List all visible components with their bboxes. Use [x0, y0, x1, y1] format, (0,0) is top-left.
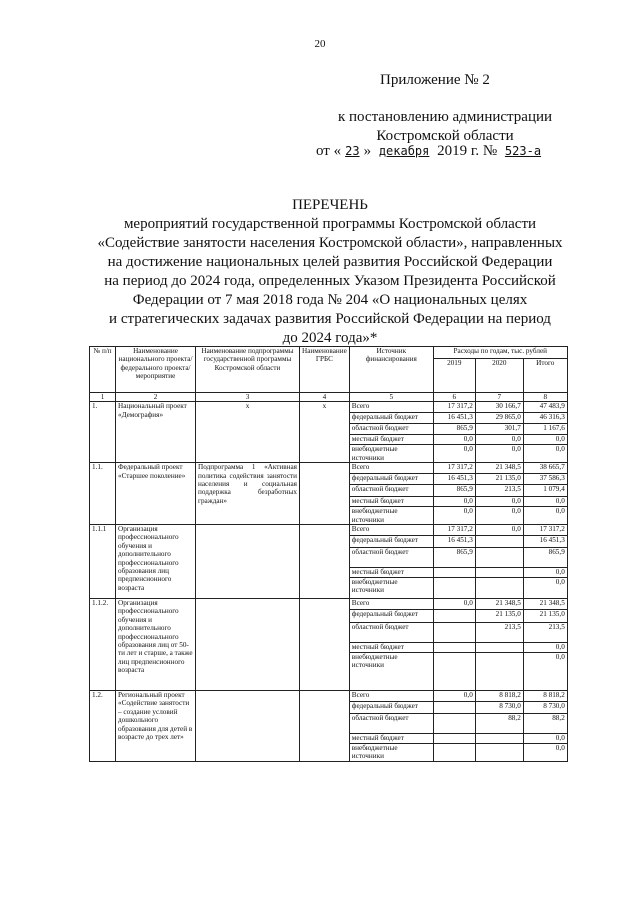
value-total: 213,5	[523, 623, 567, 643]
value-2019: 0,0	[433, 497, 475, 507]
funding-source: внебюджетные источники	[349, 445, 433, 463]
header-source: Источник финансирования	[349, 347, 433, 393]
value-total: 8 730,0	[523, 702, 567, 714]
funding-source: местный бюджет	[349, 497, 433, 507]
value-2019	[433, 702, 475, 714]
value-2019	[433, 568, 475, 578]
funding-source: Всего	[349, 463, 433, 474]
funding-source: федеральный бюджет	[349, 610, 433, 623]
value-2019: 17 317,2	[433, 402, 475, 413]
resolution-line-1: к постановлению администрации	[337, 109, 553, 125]
measure-name: Национальный проект «Демография»	[116, 402, 196, 463]
funding-source: Всего	[349, 402, 433, 413]
value-2019: 16 451,3	[433, 474, 475, 485]
funding-source: местный бюджет	[349, 734, 433, 744]
resolution-line-2: Костромской области	[376, 128, 514, 144]
value-total: 38 665,7	[523, 463, 567, 474]
subprogram-name	[196, 525, 300, 599]
value-2019	[433, 578, 475, 599]
value-2020	[475, 568, 523, 578]
funding-source: федеральный бюджет	[349, 536, 433, 548]
value-2019: 0,0	[433, 435, 475, 445]
date-day: 23	[345, 144, 360, 158]
value-total: 46 316,3	[523, 413, 567, 424]
value-total: 17 317,2	[523, 525, 567, 536]
value-2019: 865,9	[433, 485, 475, 497]
title-line: и стратегических задачах развития Российской Федерации на период	[109, 311, 551, 327]
value-2019	[433, 653, 475, 691]
col-number: 7	[475, 393, 523, 402]
funding-source: местный бюджет	[349, 643, 433, 653]
header-total: Итого	[523, 359, 567, 393]
value-total: 37 586,3	[523, 474, 567, 485]
value-total: 0,0	[523, 653, 567, 691]
value-2020	[475, 536, 523, 548]
subprogram-name: Подпрограмма 1 «Активная политика содействия занятости населения и социальная поддержка безработных граждан»	[196, 463, 300, 525]
title-line: на достижение национальных целей развития Российской Федерации	[107, 254, 553, 270]
col-number: 6	[433, 393, 475, 402]
funding-source: внебюджетные источники	[349, 653, 433, 691]
value-2020	[475, 744, 523, 762]
date-month: декабря	[378, 144, 430, 158]
grbs-name	[300, 463, 350, 525]
funding-source: Всего	[349, 599, 433, 610]
value-2019: 865,9	[433, 424, 475, 435]
value-total: 0,0	[523, 445, 567, 463]
value-total: 0,0	[523, 507, 567, 525]
funding-source: местный бюджет	[349, 435, 433, 445]
value-2019	[433, 714, 475, 734]
table-row	[90, 691, 568, 702]
col-number: 2	[116, 393, 196, 402]
header-expenses: Расходы по годам, тыс. рублей	[433, 347, 567, 359]
value-2020	[475, 548, 523, 568]
table-row	[90, 525, 568, 536]
value-total: 21 348,5	[523, 599, 567, 610]
value-2020: 0,0	[475, 525, 523, 536]
date-prefix: от «	[316, 143, 342, 159]
value-2019: 17 317,2	[433, 525, 475, 536]
measure-name: Федеральный проект «Старшее поколение»	[116, 463, 196, 525]
funding-source: внебюджетные источники	[349, 507, 433, 525]
value-total: 0,0	[523, 578, 567, 599]
funding-source: внебюджетные источники	[349, 744, 433, 762]
value-2020: 21 348,5	[475, 599, 523, 610]
value-2019	[433, 734, 475, 744]
funding-source: областной бюджет	[349, 485, 433, 497]
value-total: 0,0	[523, 643, 567, 653]
col-number: 3	[196, 393, 300, 402]
funding-source: федеральный бюджет	[349, 413, 433, 424]
value-2019	[433, 610, 475, 623]
value-2020	[475, 653, 523, 691]
date-year: 2019 г. №	[437, 143, 498, 159]
funding-source: внебюджетные источники	[349, 578, 433, 599]
value-2019	[433, 643, 475, 653]
table-row	[90, 463, 568, 474]
document-title	[80, 196, 580, 348]
value-2020: 0,0	[475, 497, 523, 507]
row-number: 1.	[90, 402, 116, 463]
value-2020: 8 730,0	[475, 702, 523, 714]
value-2020: 30 166,7	[475, 402, 523, 413]
row-number: 1.1.1	[90, 525, 116, 599]
measure-name: Организация профессионального обучения и дополнительного профессионального образования лиц от 50-ти лет и старше, а также лиц предпенсионного возраста	[116, 599, 196, 691]
row-number: 1.2.	[90, 691, 116, 762]
col-number: 1	[90, 393, 116, 402]
funding-source: Всего	[349, 691, 433, 702]
value-total: 0,0	[523, 435, 567, 445]
row-number: 1.1.	[90, 463, 116, 525]
funding-source: областной бюджет	[349, 548, 433, 568]
funding-source: местный бюджет	[349, 568, 433, 578]
subprogram-name	[196, 691, 300, 762]
value-2020	[475, 578, 523, 599]
value-2020	[475, 734, 523, 744]
value-2020: 213,5	[475, 623, 523, 643]
title-line: мероприятий государственной программы Костромской области	[123, 216, 537, 232]
row-number: 1.1.2.	[90, 599, 116, 691]
table-row	[90, 599, 568, 610]
resolution-number: 523-а	[504, 144, 542, 158]
value-2019	[433, 623, 475, 643]
title-line: до 2024 года»*	[282, 330, 378, 346]
measures-table	[89, 346, 568, 762]
value-2020: 21 135,0	[475, 610, 523, 623]
value-2020: 29 865,0	[475, 413, 523, 424]
funding-source: федеральный бюджет	[349, 702, 433, 714]
value-total: 0,0	[523, 568, 567, 578]
value-total: 47 483,9	[523, 402, 567, 413]
value-2019: 0,0	[433, 507, 475, 525]
header-subprogram: Наименование подпрограммы государственной программы Костромской области	[196, 347, 300, 393]
funding-source: Всего	[349, 525, 433, 536]
header-year-2020: 2020	[475, 359, 523, 393]
title-line: Федерации от 7 мая 2018 года № 204 «О национальных целях	[132, 292, 528, 308]
value-total: 88,2	[523, 714, 567, 734]
grbs-name	[300, 691, 350, 762]
value-total: 8 818,2	[523, 691, 567, 702]
value-2020: 88,2	[475, 714, 523, 734]
funding-source: областной бюджет	[349, 714, 433, 734]
col-number: 5	[349, 393, 433, 402]
subprogram-name: х	[196, 402, 300, 463]
grbs-name	[300, 599, 350, 691]
value-total: 21 135,0	[523, 610, 567, 623]
col-number: 4	[300, 393, 350, 402]
title-line: на период до 2024 года, определенных Указом Президента Российской	[104, 273, 556, 289]
grbs-name: х	[300, 402, 350, 463]
value-2019: 16 451,3	[433, 536, 475, 548]
page-number: 20	[314, 38, 326, 50]
value-2020: 0,0	[475, 507, 523, 525]
value-total: 0,0	[523, 744, 567, 762]
resolution-block	[330, 108, 560, 146]
subprogram-name	[196, 599, 300, 691]
date-mid: »	[363, 143, 372, 159]
funding-source: областной бюджет	[349, 424, 433, 435]
measure-name: Организация профессионального обучения и дополнительного профессионального образования лиц предпенсионного возраста	[116, 525, 196, 599]
header-no: № п/п	[90, 347, 116, 393]
value-2019: 16 451,3	[433, 413, 475, 424]
value-2019: 0,0	[433, 599, 475, 610]
header-year-2019: 2019	[433, 359, 475, 393]
funding-source: областной бюджет	[349, 623, 433, 643]
value-2019: 17 317,2	[433, 463, 475, 474]
column-numbers-row	[90, 393, 568, 402]
value-2020: 8 818,2	[475, 691, 523, 702]
value-2019: 0,0	[433, 691, 475, 702]
value-2020	[475, 643, 523, 653]
value-total: 1 167,6	[523, 424, 567, 435]
title-heading: ПЕРЕЧЕНЬ	[292, 197, 368, 213]
grbs-name	[300, 525, 350, 599]
value-total: 1 079,4	[523, 485, 567, 497]
value-total: 0,0	[523, 734, 567, 744]
funding-source: федеральный бюджет	[349, 474, 433, 485]
value-2020: 0,0	[475, 435, 523, 445]
value-2020: 213,5	[475, 485, 523, 497]
col-number: 8	[523, 393, 567, 402]
value-2020: 21 135,0	[475, 474, 523, 485]
table-row	[90, 402, 568, 413]
value-2019	[433, 744, 475, 762]
value-total: 16 451,3	[523, 536, 567, 548]
value-2020: 301,7	[475, 424, 523, 435]
header-grbs: Наименование ГРБС	[300, 347, 350, 393]
value-total: 865,9	[523, 548, 567, 568]
value-2019: 865,9	[433, 548, 475, 568]
value-2020: 0,0	[475, 445, 523, 463]
value-total: 0,0	[523, 497, 567, 507]
value-2020: 21 348,5	[475, 463, 523, 474]
resolution-date-line	[316, 143, 545, 160]
value-2019: 0,0	[433, 445, 475, 463]
measure-name: Региональный проект «Содействие занятости – создание условий дошкольного образования для детей в возрасте до трех лет»	[116, 691, 196, 762]
title-line: «Содействие занятости населения Костромской области», направленных	[97, 235, 563, 251]
appendix-label: Приложение № 2	[380, 72, 490, 88]
header-name: Наименование национального проекта/ федерального проекта/мероприятие	[116, 347, 196, 393]
